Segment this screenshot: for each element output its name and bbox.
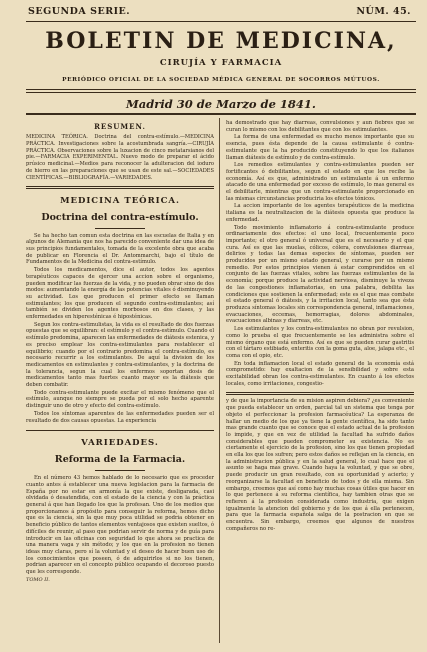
right-column [226, 118, 414, 646]
section-rule [26, 188, 214, 189]
article-paragraph: Segun los contra-estimulistas, la vida es el resultado de dos fuerzas opuestas que se equilibran: el estímulo y el contra-estímulo. Cuando el estímulo predomina, aparecen las enfermedades de diátesis estenica, y es preciso emplear los contra-estimulantes para restablecer el equilibrio; cuando por el contrario predomina el contra-estímulo, es necesario recurrir a los estimulantes. De aquí la division de los medicamentos en estimulantes y contra-estimulantes, y la doctrina de la tolerancia, segun la cual los enfermos soportan dosis de medicamentos tanto mas fuertes cuanto mayor es la diátesis que deben combatir. [26, 321, 214, 389]
article-paragraph: La forma de una enfermedad es mucho menos importante que su esencia, pues ésta depende de la causa estimulante ó contra-estimulante que la ha producido constituyendo lo que los italianos llaman diátesis de estímulo y de contra-estímulo. [226, 134, 414, 161]
section-rule [226, 394, 414, 395]
newspaper-subtitle: CIRUJÍA Y FARMACIA [159, 58, 283, 68]
section-heading-variedades: VARIEDADES. [81, 438, 159, 449]
article-title-farmacia: Reforma de la Farmacia. [54, 454, 186, 466]
title-rule [95, 228, 145, 229]
section-rule [26, 186, 214, 187]
article-paragraph: Todos los medicamentos, dice el autor, todos los agentes terapéuticos capaces de ejercer una accion sobre el organismo, pueden modificar las fuerzas de la vida, y no pueden obrar sino de dos modos: aumentando la energía de las potencias vitales ó disminuyendo su actividad. Los que producen el primer efecto se llaman estimulantes; los que producen el segundo contra-estimulantes; así también se dividen los agentes morbosos en dos clases, y las enfermedades en hiperesténicas é hiposténicas. [26, 267, 214, 321]
masthead-topline [0, 6, 427, 20]
summary-heading: RESUMEN. [94, 122, 146, 131]
article-paragraph: Se ha hecho tan comun esta doctrina en las escuelas de Italia y en algunos de Alemania que nos ha parecido conveniente dar una idea de sus principios fundamentales, tomada de la excelente obra que acaba de publicar en Florencia el Dr. Antommarchi, bajo el título de Fundamentos de la Medicina del contra-estímulo. [26, 232, 214, 266]
section-heading-medicina: MEDICINA TEÓRICA. [60, 195, 180, 206]
column-divider [219, 118, 220, 643]
series-label: SEGUNDA SERIE. [28, 6, 131, 17]
dateline: Madrid 30 de Marzo de 1841. [126, 97, 316, 111]
left-column [26, 118, 214, 646]
article-paragraph: La accion importante de los agentes terapéuticos de la medicina italiana es la neutralizacion de la diátesis opuesta que produce la enfermedad. [226, 203, 414, 223]
continuation-paragraph: y de que la importancia de su mision aspiren debiera? ¿es conveniente que pueda establecer un orden, parcial tal un sistema que tenga por objeto el perfeccionar la profesion farmacéutica? La esperanza de hallar un medio de los que ya tiene la gente científica, ha sido tanto mas grande cuanto que se conoce que el estado actual de la profesion lo impide, y que en vez de utilidad la facultad ha sufrido daños considerables que pueden comprometer su existencia. No es ciertamente el ejercicio de la profesion, sino los que tienen propiedad en ella los que los sufren; pero estos daños se reflejan en la ciencia, en la administracion pública y en la salud general, lo cual hace que el asunto se haga mas grave. Cuando haya la voluntad, y que se obre, puede producir un gran resultado, con su oportunidad y acierto; y reorganizarse la facultad en beneficio de todos y de ella misma. Sin embargo, creemos que así como hay muchas cosas útiles que hacer en lo que pertenece á su reforma científica, hay tambien otras que se refieren á la profesion considerada como industria, que exigen igualmente la atencion del gobierno y de los que á ella pertenecen, para que la farmacia española salga de la postracion en que se encuentra. Sin embargo, creemos que algunos de nuestros compañeros no re- [226, 398, 414, 532]
article-paragraph: ha demostrado que hay diarreas, convulsiones y aun fiebres que se curan lo mismo con los debilitantes que con los estimulantes. [226, 120, 414, 133]
header-bottom-rule [26, 113, 416, 115]
article-paragraph: Los remedios estimulantes y contra-estimulantes pueden ser fortificantes ó debilitantes, segun el estado en que los recibe la economía. Así es que, administrado un estimulante á un enfermo atacado de una enfermedad por exceso de estímulo, lo mas general es el debilitarle, mientras que un contra-estimulante proporcionado en las mismas circunstancias produciria los efectos tónicos. [226, 162, 414, 202]
section-rule [26, 430, 214, 431]
newspaper-tagline: PERIÓDICO OFICIAL DE LA SOCIEDAD MÉDICA GENERAL DE SOCORROS MÚTUOS. [62, 77, 380, 83]
article-paragraph: Todos los síntomas aparentes de las enfermedades pueden ser el resultado de dos causas opuestas. La experiencia [26, 410, 214, 424]
article-paragraph: Todo movimiento inflamatorio á contra-estimulante produce ordinariamente dos efectos: el uno local, frecuentemente poco importante; el otro general ó universal que es el necesario y el que cura. Así es que las muelas, cólicos, cólera, convulsiones diarreas, delirios y todas las demas especies de síntomas, pueden ser producidos por un mismo estado general, y curarse por un mismo remedio. Por estos principios vienen á estar comprendidos en el conjunto de las fuerzas vitales, sobre las fuerzas estimulantes de la economía; porque produce la actividad nerviosa, disminuye la viveza de las congestiones inflamatorias, en una palabra, debilita las condiciones que sostienen la enfermedad; este es el que mas combate el estado general ó diátesis, y la irritacion local, tanto sea que ésta produzca síntomas locales sin correspondencia general, inflamaciones, evacuaciones, eccemas, hemorragias, dolores abdominales, evacuaciones albinas y diarreas, etc. [226, 224, 414, 325]
article-paragraph: Los estimulantes y los contra-estimulantes no obran por revulsion, como lo prueba el que frecuentemente se les administra sobre el mismo órgano que está enfermo. Así es que se pueden curar gastritis con el tártaro estibiado, enteritis con la goma guta, aloe, jalapa etc., el coma con el opio, etc. [226, 326, 414, 359]
top-rule [26, 21, 416, 22]
summary-text: MEDICINA TEÓRICA. Doctrina del contra-estímulo.—MEDICINA PRÁCTICA. Investigaciones sobre la acostumbrada sangría.—CIRUJÍA PRÁCTICA. Observaciones sobre la luxacion de cinco metatarsianos del pie.—FARMACIA EXPERIMENTAL. Nuevo modo de preparar el ácido prúsico medicinal.—Medios para reconocer la adulteracion del ioduro de hierro en las preparaciones que se usan de este sal.—SOCIEDADES CIENTÍFICAS.—BIBLIOGRAFÍA.—VARIEDADES. [26, 134, 214, 181]
newspaper-title: BOLETIN DE MEDICINA, [45, 28, 397, 54]
volume-label: TOMO II. [26, 576, 50, 583]
article-title-contraestimulo: Doctrina del contra-estímulo. [41, 211, 199, 223]
article-paragraph: Todo contra-estimulante puede excitar el mismo fenómeno que el estímulo, aunque no siempre se pueda por el solo hecho aparente distinguir uno de otro y efecto del contra-estímulo. [26, 389, 214, 410]
masthead-rule [26, 89, 416, 93]
issue-number: NÚM. 45. [356, 6, 411, 17]
section-rule [226, 392, 414, 393]
article-paragraph: En el número 43 hemos hablado de lo necesario que es proceder cuanto antes á establecer una nueva legislacion para la farmacia de España por no estar en armonía la que existe, desligarada, casi olvidada ó desatendida, con el estado de la ciencia y con la práctica general á que han llegado los que la profesan. Uno de los medios que proporcionamos á propósito para conseguir la reforma, hemos dicho que es la ciencia, sin la que muy poca utilidad se podria obtener en beneficio público de tantos elementos ventajosos que existen sueltos, ó difíciles de reunir, al paso que podrian servir de norma y de guía para introducir en las oficinas con seguridad lo que ahora se practica de una manera vaga y sin método; y los que en la profesion no tienen ideas muy claras, pero sí la voluntad y el deseo de hacer buen uso de los conocimientos que poseen, ó de adquirirlos si no los tienen, podrian aparecer en el concepto público ocupando el decoroso puesto que les corresponde. [26, 475, 214, 576]
title-rule [95, 470, 145, 471]
article-paragraph: En toda inflamacion local el estado general de la economía está comprometido: hay exaltacion de la sensibilidad y sobre esta excitabilidad obran los contra-estimulantes. En cuanto á los efectos locales, como irritaciones, congestio- [226, 360, 414, 387]
